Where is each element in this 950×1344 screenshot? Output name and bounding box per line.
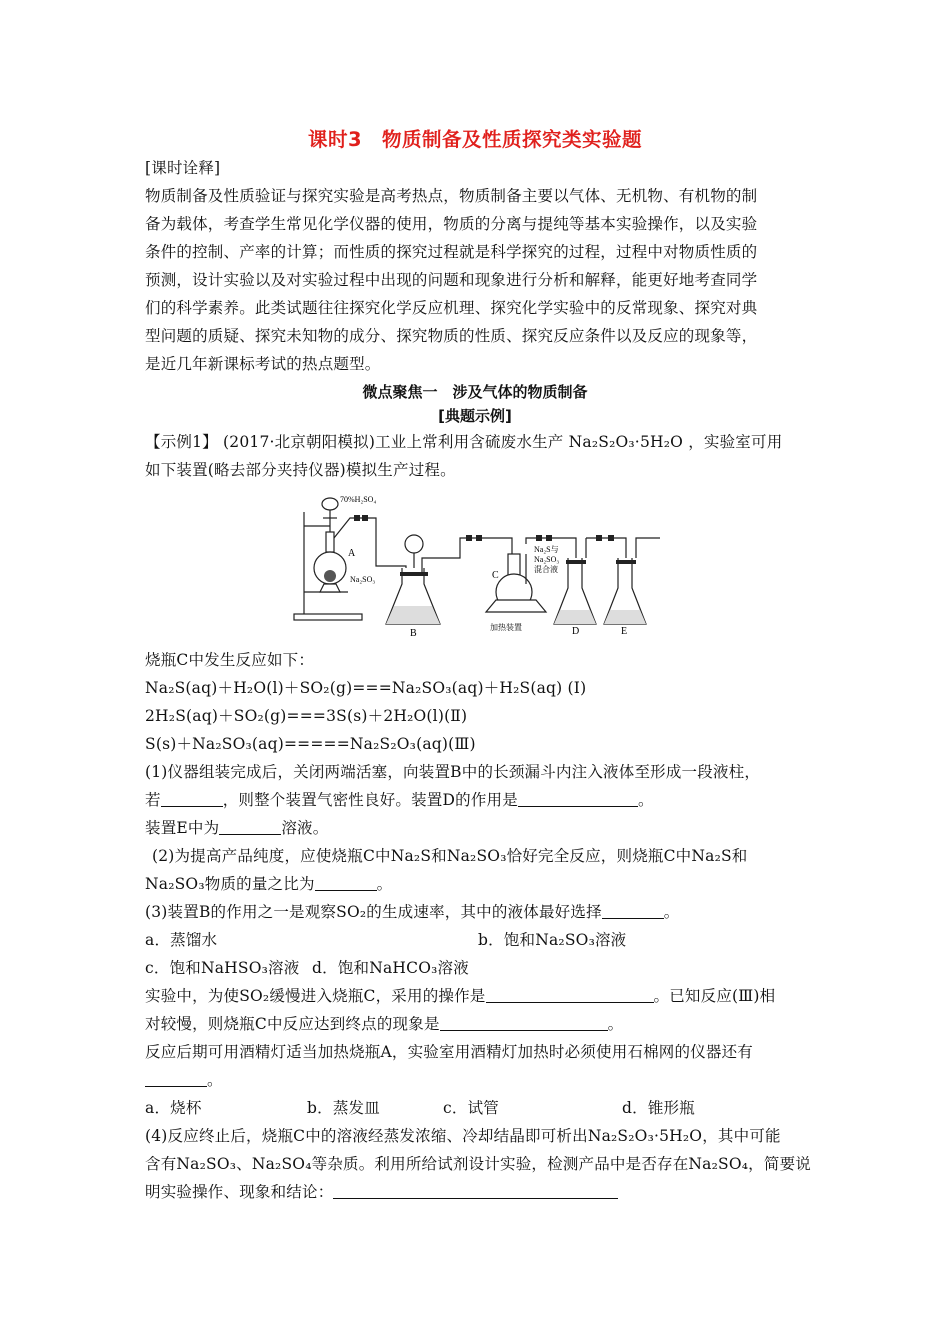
q4-text: 明实验操作、现象和结论： [145,1183,334,1201]
example-tag: 【示例1】 [145,433,218,451]
intro-label: [课时诠释] [145,159,221,177]
q4-line-2: 含有Na₂SO₃、Na₂SO₄等杂质。利用所给试剂设计实验，检测产品中是否存在Na₂SO₄，简要说 [145,1155,811,1173]
q1-line-2 [145,788,654,810]
q1-text-c: 。 [637,791,654,809]
intro-line-7: 是近几年新课标考试的热点题型。 [145,355,381,373]
mix-label-1: Na₂S与 [534,545,559,554]
reagent-a-label: Na₂SO₃ [350,575,376,584]
flask-a-solid [324,570,336,582]
example-after-product: ，实验室可用 [688,433,783,451]
q3-line-4 [145,984,775,1006]
mix-label-3: 混合液 [534,565,558,574]
q3-text-b: 。 [663,903,680,921]
flask-a-label: A [348,548,356,559]
q3-option-b: b．饱和Na₂SO₃溶液 [478,931,627,949]
heater-label: 加热装置 [490,623,522,632]
flask-d-label: D [572,626,580,637]
intro-line-3: 条件的控制、产率的计算；而性质的探究过程就是科学探究的过程，过程中对物质性质的 [145,243,758,261]
reaction-1: Na₂S(aq)＋H₂O(l)＋SO₂(g)===Na₂SO₃(aq)＋H₂S(aq) (Ⅰ) [145,679,587,697]
q1-blank-1[interactable] [161,792,223,807]
acid-label: 70%H₂SO₄ [340,495,377,504]
q3-line-1 [145,900,680,922]
q3-blank-1[interactable] [602,904,664,919]
q3-option2-a: a．烧杯 [145,1099,202,1117]
q1-text-d: 装置E中为 [145,819,220,837]
reaction-3: S(s)＋Na₂SO₃(aq)=====Na₂S₂O₃(aq)(Ⅲ) [145,735,476,753]
section-heading: 微点聚焦一 涉及气体的物质制备 [362,383,588,401]
q1-line-1: (1)仪器组装完成后，关闭两端活塞，向装置B中的长颈漏斗内注入液体至形成一段液柱， [145,763,761,781]
mix-label-2: Na₂SO₃ [534,555,560,564]
q2-blank[interactable] [315,876,377,891]
q3-text-g: 。 [207,1071,223,1089]
q3-blank-2[interactable] [486,988,654,1003]
intro-line-5: 们的科学素养。此类试题往往探究化学反应机理、探究化学实验中的反常现象、探究对典 [145,299,758,317]
reactions-intro: 烧瓶C中发生反应如下： [145,651,315,669]
flask-e-liquid [604,610,646,624]
q2-line-1: (2)为提高产品纯度，应使烧瓶C中Na₂S和Na₂SO₃恰好完全反应，则烧瓶C中Na₂S和 [152,847,748,865]
intro-line-4: 预测，设计实验以及对实验过程中出现的问题和现象进行分析和解释，能更好地考查同学 [145,271,758,289]
q3-option2-c: c．试管 [443,1099,499,1117]
reaction-2: 2H₂S(aq)＋SO₂(g)===3S(s)＋2H₂O(l)(Ⅱ) [145,707,468,725]
q3-line-5 [145,1012,623,1034]
example-source: (2017·北京朝阳模拟)工业上常利用含硫废水生产 [223,433,564,451]
q3-text-e: 对较慢，则烧瓶C中反应达到终点的现象是 [145,1015,440,1033]
flask-b-label: B [410,628,417,638]
q1-blank-3[interactable] [219,820,281,835]
flask-b-liquid [386,606,440,624]
q3-line-7 [145,1068,223,1090]
q3-option2-b: b．蒸发皿 [307,1099,380,1117]
q3-text-a: (3)装置B的作用之一是观察SO₂的生成速率，其中的液体最好选择 [145,903,602,921]
apparatus-diagram [290,488,670,638]
q2-line-2 [145,872,392,894]
q3-blank-3[interactable] [440,1016,608,1031]
q1-text-a: 若 [145,791,161,809]
q3-option-d: d．饱和NaHCO₃溶液 [312,959,469,977]
q3-text-f: 。 [607,1015,624,1033]
q1-text-e: 溶液。 [281,819,329,837]
example-line-1 [145,430,782,452]
flask-e-label: E [621,626,628,637]
flask-d-liquid [554,610,596,624]
q3-text-d: 。已知反应(Ⅲ)相 [653,987,776,1005]
intro-line-2: 备为载体，考查学生常见化学仪器的使用，物质的分离与提纯等基本实验操作，以及实验 [145,215,758,233]
section-subheading: [典题示例] [438,407,512,425]
q3-option2-d: d．锥形瓶 [622,1099,695,1117]
q3-text-c: 实验中，为使SO₂缓慢进入烧瓶C，采用的操作是 [145,987,486,1005]
example-line-2: 如下装置(略去部分夹持仪器)模拟生产过程。 [145,461,456,479]
example-product: Na₂S₂O₃·5H₂O [568,433,684,451]
q1-text-b: ，则整个装置气密性良好。装置D的作用是 [222,791,518,809]
intro-line-6: 型问题的质疑、探究未知物的成分、探究物质的性质、探究反应条件以及反应的现象等， [145,327,758,345]
q1-line-3 [145,816,328,838]
q4-line-1: (4)反应终止后，烧瓶C中的溶液经蒸发浓缩、冷却结晶即可析出Na₂S₂O₃·5H₂O，其中可能 [145,1127,781,1145]
q3-option-a: a．蒸馏水 [145,931,218,949]
intro-line-1: 物质制备及性质验证与探究实验是高考热点，物质制备主要以气体、无机物、有机物的制 [145,187,758,205]
q3-blank-4[interactable] [145,1072,207,1087]
flask-c-label: C [492,570,499,581]
q2-text-b: 。 [376,875,393,893]
q3-option-c: c．饱和NaHSO₃溶液 [145,959,300,977]
q3-line-6: 反应后期可用酒精灯适当加热烧瓶A，实验室用酒精灯加热时必须使用石棉网的仪器还有 [145,1043,753,1061]
q2-text-a: Na₂SO₃物质的量之比为 [145,875,315,893]
page-title: 课时3 物质制备及性质探究类实验题 [307,128,643,151]
q4-blank[interactable] [333,1184,618,1199]
q4-line-3 [145,1180,618,1202]
q1-blank-2[interactable] [518,792,638,807]
